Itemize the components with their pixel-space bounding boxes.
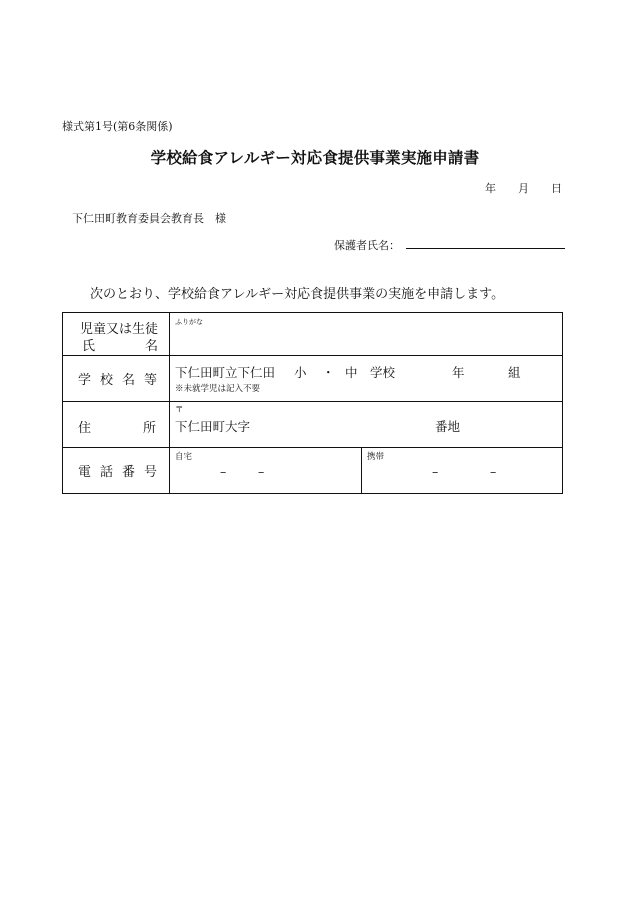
school-word: 学校	[370, 365, 396, 380]
date-month: 月	[518, 182, 529, 195]
mobile-phone-field[interactable]	[362, 448, 563, 494]
home-phone-dash-1: –	[220, 464, 227, 479]
date-year: 年	[485, 182, 496, 195]
school-label-char3: 名	[121, 373, 135, 388]
school-label-char4: 等	[143, 373, 157, 388]
phone-row	[63, 448, 563, 494]
address-banchi: 番地	[435, 419, 461, 434]
school-prefix: 下仁田町立下仁田	[175, 365, 276, 380]
home-phone-dash-2: –	[258, 464, 265, 479]
school-label-char2: 校	[99, 373, 113, 388]
address-label-b: 所	[143, 421, 157, 436]
address-label-a: 住	[78, 421, 92, 436]
applicant-name-field[interactable]	[406, 248, 565, 249]
furigana-label: ふりがな	[175, 318, 203, 326]
school-note: ※未就学児は記入不要	[175, 384, 261, 394]
mobile-phone-label: 携帯	[367, 452, 385, 462]
student-name-row	[63, 313, 563, 356]
student-name-label	[63, 313, 170, 356]
addressee: 下仁田町教育委員会教育長 様	[72, 212, 226, 225]
phone-label-char1: 電	[78, 465, 92, 480]
address-label	[63, 402, 170, 448]
phone-label-char3: 番	[121, 465, 135, 480]
student-name-label-a: 氏	[82, 339, 96, 354]
address-row	[63, 402, 563, 448]
school-field[interactable]	[170, 356, 563, 402]
phone-label-char4: 号	[143, 465, 157, 480]
grade-label: 年	[452, 365, 465, 380]
address-town: 下仁田町大字	[175, 419, 251, 434]
application-statement: 次のとおり、学校給食アレルギー対応食提供事業の実施を申請します。	[90, 287, 505, 302]
school-row	[63, 356, 563, 402]
school-label-char1: 学	[78, 373, 92, 388]
school-label	[63, 356, 170, 402]
document-title: 学校給食アレルギー対応食提供事業実施申請書	[150, 148, 480, 167]
form-id: 様式第1号(第6条関係)	[62, 120, 173, 133]
applicant-name-label: 保護者氏名：	[334, 239, 400, 252]
option-elementary[interactable]: 小	[294, 365, 307, 380]
mobile-phone-dash-2: –	[490, 464, 497, 479]
home-phone-field[interactable]	[170, 448, 362, 494]
student-name-label-b: 名	[145, 339, 159, 354]
phone-label-char2: 話	[99, 465, 113, 480]
phone-label	[63, 448, 170, 494]
postal-mark-icon: 〒	[175, 405, 184, 415]
date-day: 日	[551, 182, 562, 195]
mobile-phone-dash-1: –	[432, 464, 439, 479]
application-form-table	[62, 312, 563, 494]
class-label: 組	[508, 365, 521, 380]
student-name-label-line1: 児童又は生徒	[80, 322, 159, 337]
student-name-field[interactable]	[170, 313, 563, 356]
option-separator: ・	[322, 365, 335, 380]
option-junior-high[interactable]: 中	[345, 365, 358, 380]
address-field[interactable]	[170, 402, 563, 448]
home-phone-label: 自宅	[175, 452, 193, 462]
